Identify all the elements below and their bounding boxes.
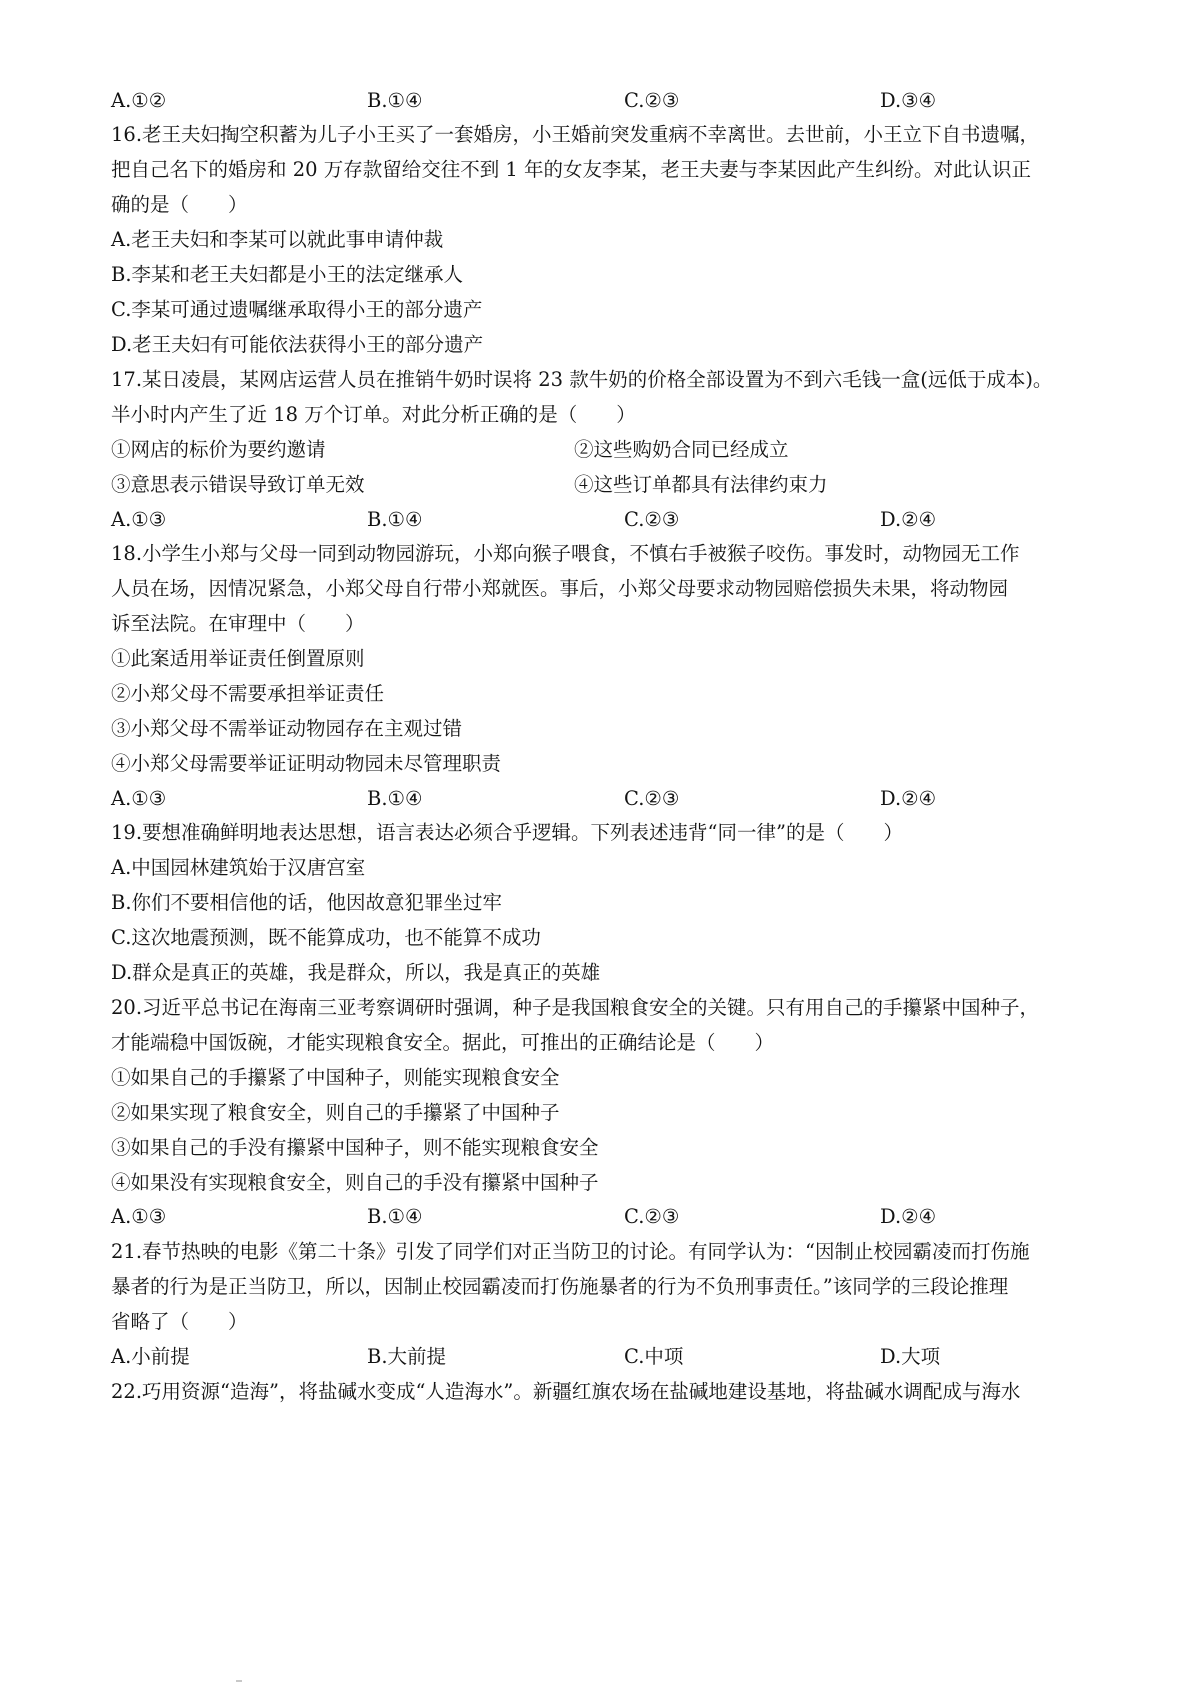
q16-option-a: A.老王夫妇和李某可以就此事申请仲裁 xyxy=(111,228,444,251)
q18-stem-line: 诉至法院。在审理中（ ） xyxy=(111,612,365,635)
q19-option-a: A.中国园林建筑始于汉唐宫室 xyxy=(111,856,366,879)
q15-options xyxy=(111,88,1111,114)
q15-option-a: A.①② xyxy=(111,89,167,112)
q19-option-d: D.群众是真正的英雄，我是群众，所以，我是真正的英雄 xyxy=(111,961,601,984)
q18-statement-1: ①此案适用举证责任倒置原则 xyxy=(111,647,365,670)
q18-option-a: A.①③ xyxy=(111,787,167,810)
q20-options xyxy=(111,1204,1111,1230)
q18-stem-line: 18.小学生小郑与父母一同到动物园游玩，小郑向猴子喂食，不慎右手被猴子咬伤。事发时，动物园无工作 xyxy=(111,542,1020,565)
q20-statement-1: ①如果自己的手攥紧了中国种子，则能实现粮食安全 xyxy=(111,1066,560,1089)
q16-option-b: B.李某和老王夫妇都是小王的法定继承人 xyxy=(111,263,464,286)
q17-option-b: B.①④ xyxy=(367,508,423,531)
q16-option-d: D.老王夫妇有可能依法获得小王的部分遗产 xyxy=(111,333,484,356)
q21-option-b: B.大前提 xyxy=(367,1345,447,1368)
q16-option-c: C.李某可通过遗嘱继承取得小王的部分遗产 xyxy=(111,298,483,321)
q15-option-d: D.③④ xyxy=(880,89,937,112)
q20-statement-2: ②如果实现了粮食安全，则自己的手攥紧了中国种子 xyxy=(111,1101,560,1124)
q17-option-a: A.①③ xyxy=(111,508,167,531)
q21-stem-line: 21.春节热映的电影《第二十条》引发了同学们对正当防卫的讨论。有同学认为：“因制止校园霸凌而打伤施 xyxy=(111,1240,1030,1263)
q16-stem-line: 把自己名下的婚房和 20 万存款留给交往不到 1 年的女友李某，老王夫妻与李某因此产生纠纷。对此认识正 xyxy=(111,158,1032,181)
q19-stem-line: 19.要想准确鲜明地表达思想，语言表达必须合乎逻辑。下列表述违背“同一律”的是（ ） xyxy=(111,821,903,844)
q17-stem-line: 17.某日凌晨，某网店运营人员在推销牛奶时误将 23 款牛奶的价格全部设置为不到六毛钱一盒(远低于成本)。 xyxy=(111,368,1053,391)
q20-statement-4: ④如果没有实现粮食安全，则自己的手没有攥紧中国种子 xyxy=(111,1171,599,1194)
q19-option-b: B.你们不要相信他的话，他因故意犯罪坐过牢 xyxy=(111,891,503,914)
q17-statement-4: ④这些订单都具有法律约束力 xyxy=(574,473,828,496)
q19-option-c: C.这次地震预测，既不能算成功，也不能算不成功 xyxy=(111,926,541,949)
q20-option-d: D.②④ xyxy=(880,1205,937,1228)
q18-option-d: D.②④ xyxy=(880,787,937,810)
footer-mark xyxy=(236,1680,242,1682)
q20-option-b: B.①④ xyxy=(367,1205,423,1228)
q16-stem-line: 16.老王夫妇掏空积蓄为儿子小王买了一套婚房，小王婚前突发重病不幸离世。去世前，小王立下自书遗嘱， xyxy=(111,123,1040,146)
q17-option-d: D.②④ xyxy=(880,508,937,531)
q21-stem-line: 暴者的行为是正当防卫，所以，因制止校园霸凌而打伤施暴者的行为不负刑事责任。”该同学的三段论推理 xyxy=(111,1275,1009,1298)
q17-options xyxy=(111,507,1111,533)
q15-option-c: C.②③ xyxy=(624,89,680,112)
q18-option-b: B.①④ xyxy=(367,787,423,810)
q15-option-b: B.①④ xyxy=(367,89,423,112)
q20-stem-line: 才能端稳中国饭碗，才能实现粮食安全。据此，可推出的正确结论是（ ） xyxy=(111,1031,775,1054)
q20-statement-3: ③如果自己的手没有攥紧中国种子，则不能实现粮食安全 xyxy=(111,1136,599,1159)
q20-option-a: A.①③ xyxy=(111,1205,167,1228)
q20-option-c: C.②③ xyxy=(624,1205,680,1228)
q17-statement-1: ①网店的标价为要约邀请 xyxy=(111,438,326,461)
q18-stem-line: 人员在场，因情况紧急，小郑父母自行带小郑就医。事后，小郑父母要求动物园赔偿损失未果，将动物园 xyxy=(111,577,1009,600)
q17-statements-row xyxy=(111,437,1111,463)
q21-option-d: D.大项 xyxy=(880,1345,941,1368)
q21-option-a: A.小前提 xyxy=(111,1345,190,1368)
q18-statement-3: ③小郑父母不需举证动物园存在主观过错 xyxy=(111,717,463,740)
q20-stem-line: 20.习近平总书记在海南三亚考察调研时强调，种子是我国粮食安全的关键。只有用自己的手攥紧中国种子， xyxy=(111,996,1040,1019)
q18-option-c: C.②③ xyxy=(624,787,680,810)
q17-statement-2: ②这些购奶合同已经成立 xyxy=(574,438,789,461)
q17-statement-3: ③意思表示错误导致订单无效 xyxy=(111,473,365,496)
q18-statement-2: ②小郑父母不需要承担举证责任 xyxy=(111,682,385,705)
q21-option-c: C.中项 xyxy=(624,1345,684,1368)
q17-statements-row xyxy=(111,472,1111,498)
q18-options xyxy=(111,786,1111,812)
q18-statement-4: ④小郑父母需要举证证明动物园未尽管理职责 xyxy=(111,752,502,775)
q22-stem-line: 22.巧用资源“造海”，将盐碱水变成“人造海水”。新疆红旗农场在盐碱地建设基地，将盐碱水调配成与海水 xyxy=(111,1380,1021,1403)
q17-stem-line: 半小时内产生了近 18 万个订单。对此分析正确的是（ ） xyxy=(111,403,636,426)
q16-stem-line: 确的是（ ） xyxy=(111,193,248,216)
q17-option-c: C.②③ xyxy=(624,508,680,531)
q21-stem-line: 省略了（ ） xyxy=(111,1310,248,1333)
q21-options xyxy=(111,1344,1111,1370)
